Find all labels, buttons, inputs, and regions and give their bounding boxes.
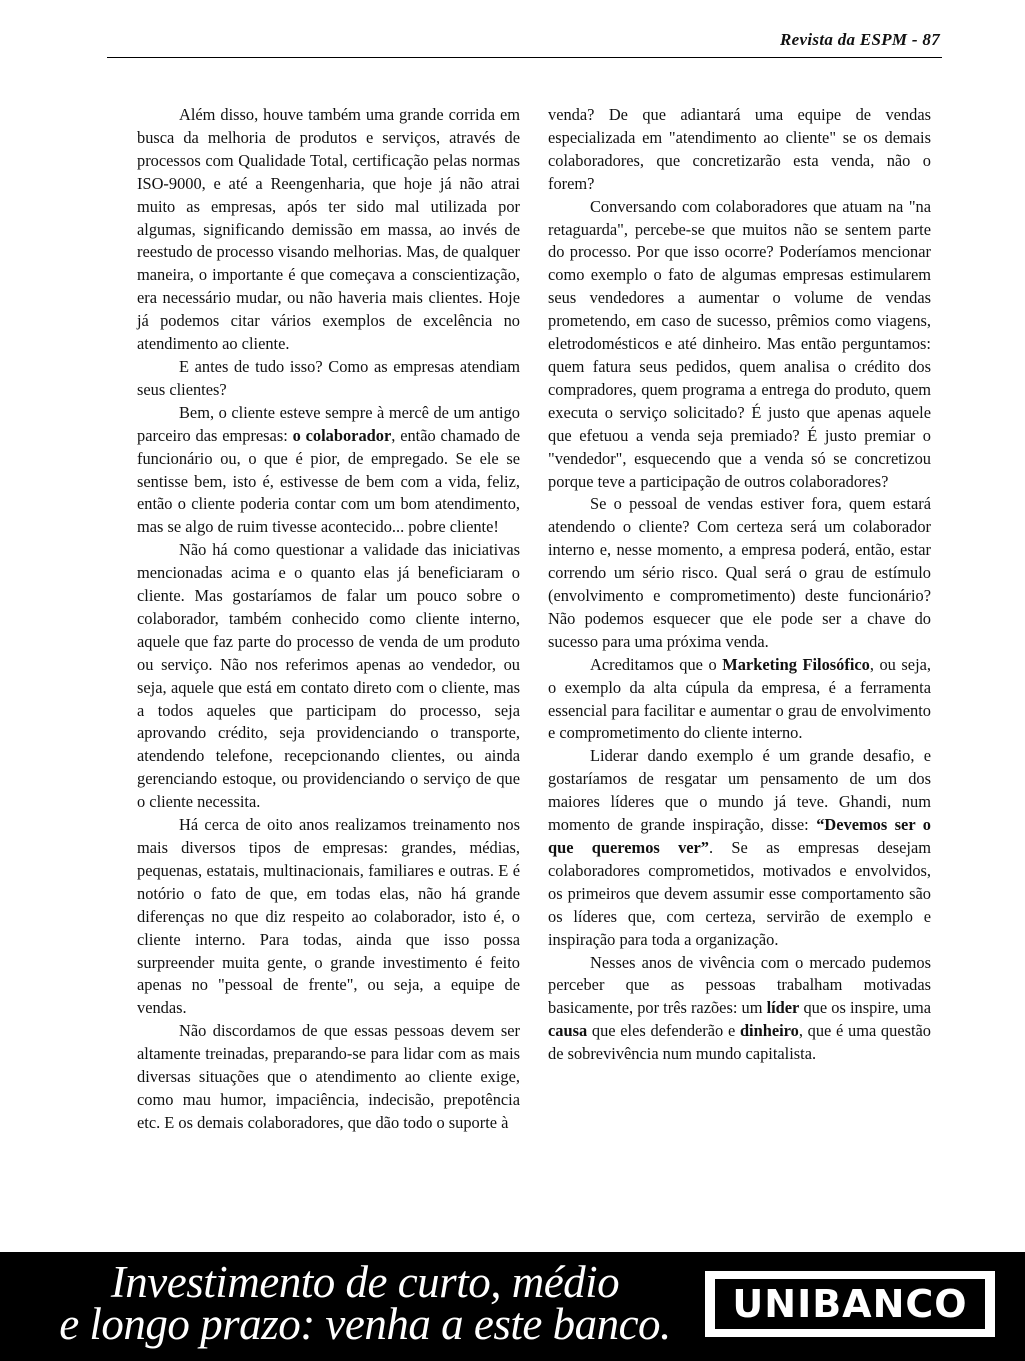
bold-term: causa <box>548 1021 588 1041</box>
bold-term: líder <box>766 998 800 1018</box>
article-column-right <box>548 104 931 1066</box>
ad-slogan <box>30 1257 700 1349</box>
bold-term: Marketing Filosófico <box>722 654 870 674</box>
ad-slogan-line: Investimento de curto, médio <box>110 1257 620 1307</box>
header-rule <box>107 57 942 58</box>
paragraph: Há cerca de oito anos realizamos treinamento nos mais diversos tipos de empresas: grandes, médias, pequenas, estatais, multinacionais, familiares e outras. E é notório o fato de que, em todas elas, não há grande diferenças no que diz respeito ao colaborador, isto é, o cliente interno. Para todas, ainda que isso possa surpreender muita gente, o grande investimento é feito apenas no "pessoal de frente", ou seja, a equipe de vendas. <box>137 815 520 1018</box>
running-head: Revista da ESPM - 87 <box>780 30 940 49</box>
bold-term: o colaborador <box>292 425 392 445</box>
paragraph: Não discordamos de que essas pessoas devem ser altamente treinadas, preparando-se para lidar com as mais diversas situações que o atendimento ao cliente exige, como mau humor, impaciência, indecisão, prepotência etc. E os demais colaboradores, que dão todo o suporte à <box>137 1021 520 1132</box>
paragraph: Liderar dando exemplo é um grande desafio, e gostaríamos de resgatar um pensamento de um dos maiores líderes que o mundo já teve. Ghandi, num momento de grande inspiração, disse: “Devemos ser o que queremos ver”. Se as empresas desejam colaboradores comprometidos, motivados e envolvidos, os primeiros que devem assumir esse comportamento são os líderes que, com certeza, servirão de exemplo e inspiração para toda a organização. <box>548 746 931 949</box>
unibanco-logo <box>705 1271 995 1337</box>
paragraph: Não há como questionar a validade das iniciativas mencionadas acima e o quanto elas já beneficiaram o cliente. Mas gostaríamos de falar um pouco sobre o colaborador, também conhecido como cliente interno, aquele que faz parte do processo de venda de um produto ou serviço. Não nos referimos apenas ao vendedor, ou seja, aquele que está em contato direto com o cliente, mas a todos aqueles que participam do processo, seja aprovando crédito, seja providenciando o transporte, atendendo telefone, recepcionando clientes, ou ainda gerenciando estoque, ou providenciando o serviço de que o cliente necessita. <box>137 540 520 812</box>
advertisement-banner <box>0 1252 1025 1361</box>
bold-term: dinheiro <box>739 1021 799 1041</box>
paragraph: Nesses anos de vivência com o mercado pudemos perceber que as pessoas trabalham motivadas basicamente, por três razões: um líder que os inspire, uma causa que eles defenderão e dinheiro, que é uma questão de sobrevivência num mundo capitalista. <box>548 952 931 1064</box>
unibanco-logo-text: UNIBANCO <box>715 1279 985 1329</box>
paragraph: E antes de tudo isso? Como as empresas atendiam seus clientes? <box>137 356 520 399</box>
paragraph: Se o pessoal de vendas estiver fora, quem estará atendendo o cliente? Com certeza será um colaborador interno e, nesse momento, a empresa poderá, então, estar correndo um sério risco. Qual será o grau de estímulo (envolvimento e comprometimento) deste funcionário? Não podemos esquecer que ele pode ser a chave do sucesso para uma próxima venda. <box>548 494 931 651</box>
article-column-left <box>137 104 520 1135</box>
paragraph: venda? De que adiantará uma equipe de vendas especializada em "atendimento ao cliente" se os demais colaboradores, que concretizarão esta venda, não o forem? <box>548 105 931 193</box>
bold-quote: “Devemos ser o que queremos ver” <box>548 815 931 857</box>
paragraph: Conversando com colaboradores que atuam na "na retaguarda", percebe-se que muitos não se sentem parte do processo. Por que isso ocorre? Poderíamos mencionar como exemplo o fato de algumas empresas estimularem seus vendedores a aumentar o volume de vendas prometendo, em caso de sucesso, prêmios como viagens, eletrodomésticos e até dinheiro. Mas então perguntamos: quem fatura seus pedidos, quem analisa o crédito dos compradores, quem programa a entrega do produto, quem executa o serviço solicitado? É justo que apenas aquele que efetuou a venda seja premiado? É justo premiar o "vendedor", esquecendo que a venda só se concretizou porque teve a participação de outros colaboradores? <box>548 196 931 491</box>
ad-slogan-line: e longo prazo: venha a este banco. <box>59 1299 671 1349</box>
paragraph: Acreditamos que o Marketing Filosófico, ou seja, o exemplo da alta cúpula da empresa, é a ferramenta essencial para facilitar e aumentar o grau de envolvimento e comprometimento do cliente interno. <box>548 654 932 743</box>
paragraph: Bem, o cliente esteve sempre à mercê de um antigo parceiro das empresas: o colaborador, então chamado de funcionário ou, o que é pior, de empregado. Se ele se sentisse bem, isto é, estivesse de bem com a vida, feliz, então o cliente poderia contar com um bom atendimento, mas se algo de ruim tivesse acontecido... pobre cliente! <box>137 402 521 537</box>
paragraph: Além disso, houve também uma grande corrida em busca da melhoria de produtos e serviços, através de processos com Qualidade Total, certificação pelas normas ISO-9000, e até a Reengenharia, que hoje já não atrai muito as empresas, após ter sido mal utilizada por algumas, significando demissão em massa, ao invés de reestudo de processo visando melhorias. Mas, de qualquer maneira, o importante é que começava a conscientização, era necessário mudar, ou não haveria mais clientes. Hoje já podemos citar vários exemplos de excelência no atendimento ao cliente. <box>137 105 520 354</box>
